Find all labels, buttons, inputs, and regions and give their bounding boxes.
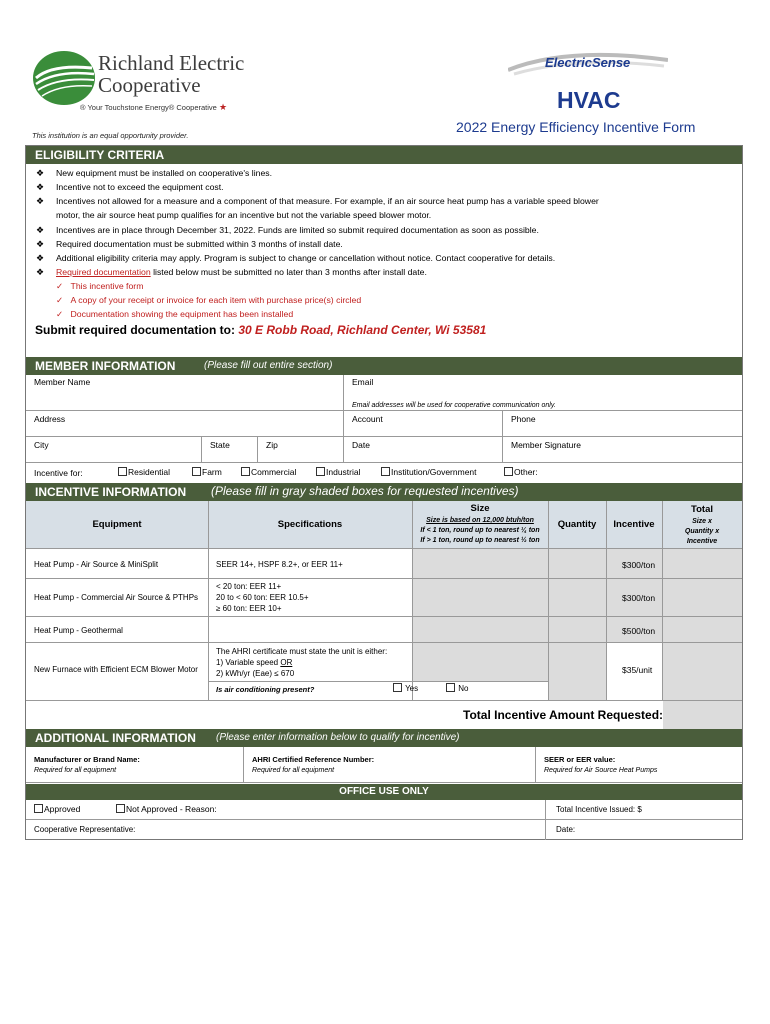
member-title: MEMBER INFORMATION bbox=[35, 359, 176, 373]
col-quantity: Quantity bbox=[557, 519, 597, 530]
additional-fields bbox=[26, 747, 742, 783]
approved-checkbox[interactable]: Approved bbox=[34, 804, 80, 814]
phone-field[interactable]: Phone bbox=[503, 411, 742, 437]
total-issued-field[interactable]: Total Incentive Issued: $ bbox=[546, 800, 742, 820]
ahri-field[interactable]: AHRI Certified Reference Number: Required for all equipment bbox=[244, 747, 536, 783]
checkbox-institution[interactable]: Institution/Government bbox=[381, 467, 477, 477]
checkbox-residential[interactable]: Residential bbox=[118, 467, 170, 477]
list-item: ❖ Required documentation listed below must be submitted no later than 3 months after install date. bbox=[36, 267, 427, 277]
email-field[interactable]: Email Email addresses will be used for cooperative communication only. bbox=[344, 375, 742, 411]
form-header bbox=[0, 0, 770, 145]
cooperative-logo-icon bbox=[32, 50, 96, 106]
list-item: ❖ Incentives are in place through December 31, 2022. Funds are limited so submit required documentation as soon as possible. bbox=[36, 225, 539, 235]
table-row: Heat Pump - Commercial Air Source & PTHPs < 20 ton: EER 11+ 20 to < 60 ton: EER 10.5+ ≥ 60 ton: EER 10+ $300/ton bbox=[26, 579, 742, 617]
additional-title: ADDITIONAL INFORMATION bbox=[35, 731, 196, 745]
approval-field bbox=[26, 800, 546, 820]
checkbox-other[interactable]: Other: bbox=[504, 467, 538, 477]
program-logo: ElectricSense bbox=[545, 55, 631, 70]
checklist-item: ✓ Documentation showing the equipment has been installed bbox=[56, 309, 294, 319]
seer-field[interactable]: SEER or EER value: Required for Air Source Heat Pumps bbox=[536, 747, 742, 783]
list-item: ❖ New equipment must be installed on cooperative's lines. bbox=[36, 168, 273, 178]
list-item: ❖ Incentive not to exceed the equipment cost. bbox=[36, 182, 224, 192]
submit-instructions: Submit required documentation to: 30 E Robb Road, Richland Center, Wi 53581 bbox=[35, 323, 487, 337]
total-input[interactable] bbox=[663, 643, 742, 700]
list-item: ❖ Required documentation must be submitted within 3 months of install date. bbox=[36, 239, 343, 249]
size-input[interactable] bbox=[413, 643, 548, 681]
not-approved-checkbox[interactable]: Not Approved - Reason: bbox=[116, 804, 217, 814]
office-use-header: OFFICE USE ONLY bbox=[26, 784, 742, 800]
state-field[interactable]: State bbox=[202, 437, 258, 463]
total-requested-row bbox=[26, 701, 742, 729]
office-date-field[interactable]: Date: bbox=[556, 825, 576, 834]
list-item: ❖ Incentives not allowed for a measure and a component of that measure. For example, if an air source heat pump has a variable speed blower bbox=[36, 196, 599, 206]
organization-tagline: ® Your Touchstone Energy® Cooperative ★ bbox=[80, 102, 228, 112]
representative-field[interactable]: Cooperative Representative: bbox=[26, 820, 546, 840]
table-row: New Furnace with Efficient ECM Blower Motor The AHRI certificate must state the unit is either: 1) Variable speed OR 2) kWh/yr (Eae) ≤ 670 Is air conditioning present? Yes No $35/unit bbox=[26, 643, 742, 701]
signature-field[interactable]: Member Signature bbox=[503, 437, 742, 463]
form-title: 2022 Energy Efficiency Incentive Form bbox=[456, 119, 696, 135]
checklist-item: ✓ A copy of your receipt or invoice for each item with purchase price(s) circled bbox=[56, 295, 362, 305]
table-row: Heat Pump - Air Source & MiniSplit SEER 14+, HSPF 8.2+, or EER 11+ $300/ton bbox=[26, 549, 742, 579]
list-item: ❖ Additional eligibility criteria may apply. Program is subject to change or cancellation without notice. Contact cooperative for details. bbox=[36, 253, 556, 263]
quantity-input[interactable] bbox=[549, 643, 606, 700]
col-specs: Specifications bbox=[277, 519, 343, 530]
checkbox-commercial[interactable]: Commercial bbox=[241, 467, 296, 477]
incentive-form: ELIGIBILITY CRITERIA ❖ New equipment must be installed on cooperative's lines. ❖ Incentive not to exceed the equipment cost. ❖ Incentives not allowed for a measure and a component of that measure. For example, if an air source heat pump has a variable speed blower motor, the air source heat pump qualifies for an incentive but not the variable speed blower motor. ❖ Incentives are in place through December 31, 2022. Funds are limited so submit required documentation as soon as possible. ❖ Required documentation must be submitted within 3 months of install date. ❖ Additional eligibility criteria may apply. Program is subject to change or cancellation without notice. Contact cooperative for details. ❖ Required documentation listed below must be submitted no later than 3 months after install date. ✓ This incentive form ✓ A copy of your receipt or invoice for each item with purchase price(s) circled ✓ Documentation showing the equipment has been installed Submit required documentation to: 30 E Robb Road, Richland Center, Wi 53581 MEMBER INFORMATION (Please fill out entire section) Member Name Email Email addresses will be used for cooperative communication only. Address Account Phone City State Zip Date Member Signature Incentive for: Residential Farm Commercial Industrial Institution/Government Other: INCENTIVE INFORMATION (Please fill in gray shaded boxes for requested incentives) Equipment Specifications Size Size is based on 12,000 btuh/ton If < 1 ton, round up to nearest ¼ ton If > 1 ton, round up to nearest ½ ton Quantity Incentive Total Size x Quantity x Incentive Heat Pump - Air Source & MiniSplit SEER 14+, HSPF 8.2+, or EER 11+ $300/ton Heat Pump - Commercial Air Source & PTHPs < 20 ton: EER 11+ 20 to < 60 ton: EER 10.5+ ≥ 60 ton: EER 10+ $300/ton Heat Pump - Geothermal $500/ton New Furnace with Efficient ECM Blower Motor The AHRI certificate must state the unit is either: 1) Variable speed OR 2) kWh/yr (Eae) ≤ 670 Is air conditioning present? Yes No $35/unit Total Incentive Amount Requested: ADDITIONAL INFORMATION (Please enter information below to qualify for incentive) Manufacturer or Brand Name: Required for all equipment AHRI Certified Reference Number: Required for all equipment SEER or EER value: Required for Air Source Heat Pumps OFFICE USE ONLY Approved Not Approved - Reason: Total Incentive Issued: $ Cooperative Representative: Date: bbox=[25, 145, 743, 840]
total-input[interactable] bbox=[663, 579, 742, 616]
table-row: Heat Pump - Geothermal $500/ton bbox=[26, 617, 742, 643]
incentive-table: Equipment Specifications Size Size is based on 12,000 btuh/ton If < 1 ton, round up to nearest ¼ ton If > 1 ton, round up to nearest ½ ton Quantity Incentive Total Size x Quantity x Incentive Heat Pump - Air Source & MiniSplit SEER 14+, HSPF 8.2+, or EER 11+ $300/ton Heat Pump - Commercial Air Source & PTHPs < 20 ton: EER 11+ 20 to < 60 ton: EER 10.5+ ≥ 60 ton: EER 10+ $300/ton Heat Pump - Geothermal $500/ton New Furnace with Efficient ECM Blower Motor The AHRI certificate must state the unit is either: 1) Variable speed OR 2) kWh/yr (Eae) ≤ 670 Is air conditioning present? Yes No $35/unit bbox=[26, 501, 742, 711]
manufacturer-field[interactable]: Manufacturer or Brand Name: Required for all equipment bbox=[26, 747, 244, 783]
col-size: Size bbox=[470, 503, 490, 514]
additional-header: ADDITIONAL INFORMATION (Please enter information below to qualify for incentive) bbox=[26, 729, 742, 747]
submit-address: 30 E Robb Road, Richland Center, Wi 53581 bbox=[238, 323, 487, 337]
col-incentive: Incentive bbox=[613, 519, 655, 530]
total-input[interactable] bbox=[663, 617, 742, 642]
checkbox-industrial[interactable]: Industrial bbox=[316, 467, 361, 477]
col-equipment: Equipment bbox=[92, 519, 142, 530]
office-fields bbox=[26, 800, 742, 840]
account-field[interactable]: Account bbox=[344, 411, 503, 437]
checkbox-farm[interactable]: Farm bbox=[192, 467, 222, 477]
total-requested-label: Total Incentive Amount Requested: bbox=[463, 708, 664, 722]
date-field[interactable]: Date bbox=[344, 437, 503, 463]
zip-field[interactable]: Zip bbox=[258, 437, 344, 463]
ac-yes-checkbox[interactable]: Yes bbox=[393, 683, 418, 693]
ac-no-checkbox[interactable]: No bbox=[446, 683, 468, 693]
incentive-header: INCENTIVE INFORMATION (Please fill in gray shaded boxes for requested incentives) bbox=[26, 483, 742, 501]
member-name-field[interactable]: Member Name bbox=[26, 375, 344, 411]
incentive-for-row: Incentive for: Residential Farm Commercial Industrial Institution/Government Other: bbox=[34, 467, 538, 478]
eligibility-header bbox=[26, 146, 742, 164]
col-total: Total bbox=[691, 504, 713, 515]
city-field[interactable]: City bbox=[26, 437, 202, 463]
member-header: MEMBER INFORMATION (Please fill out entire section) bbox=[26, 357, 742, 375]
checklist-item: ✓ This incentive form bbox=[56, 281, 144, 291]
equal-opportunity-statement: This institution is an equal opportunity provider. bbox=[32, 131, 189, 140]
eligibility-title: ELIGIBILITY CRITERIA bbox=[35, 148, 165, 162]
organization-name: Richland Electric Cooperative bbox=[98, 51, 245, 97]
total-requested-input[interactable] bbox=[663, 701, 742, 729]
address-field[interactable]: Address bbox=[26, 411, 344, 437]
member-fields bbox=[26, 375, 742, 483]
program-title: HVAC bbox=[557, 87, 621, 113]
touchstone-star-icon: ★ bbox=[218, 102, 228, 112]
total-input[interactable] bbox=[663, 549, 742, 578]
incentive-title: INCENTIVE INFORMATION bbox=[35, 485, 187, 499]
